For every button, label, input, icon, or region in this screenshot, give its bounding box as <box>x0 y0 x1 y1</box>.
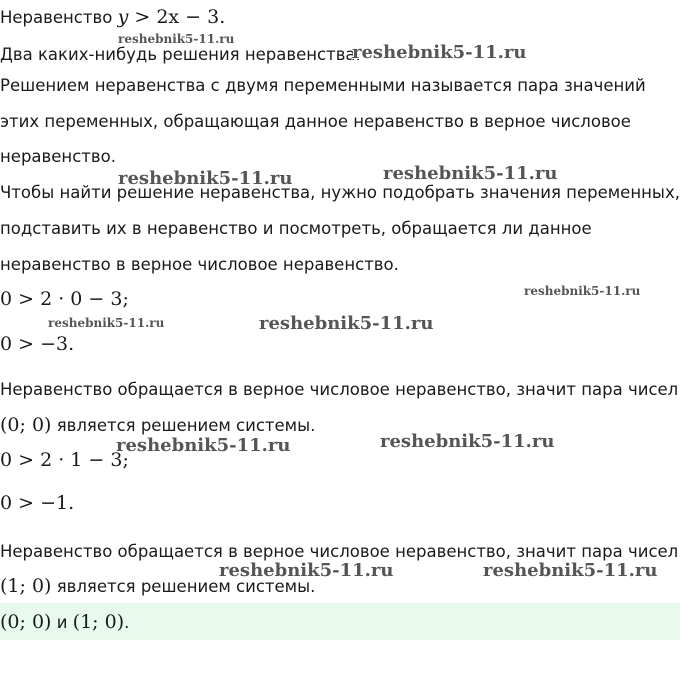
definition-line-3: неравенство. <box>0 147 116 166</box>
method-line-2: подставить их в неравенство и посмотреть, обращается ли данное <box>0 219 592 238</box>
watermark: reshebnik5-11.ru <box>116 435 291 456</box>
problem-statement <box>0 6 225 29</box>
definition-line-2: этих переменных, обращающая данное неравенство в верное числовое <box>0 112 631 131</box>
pair-0-0: (0; 0) <box>0 414 52 436</box>
math-result-1: 0 > −3. <box>0 333 75 355</box>
math-check-1: 0 > 2 · 0 − 3; <box>0 288 129 310</box>
definition-line-1: Решением неравенства с двумя переменными называется пара значений <box>0 76 646 95</box>
answer-pair-2: (1; 0) <box>72 611 125 633</box>
watermark: reshebnik5-11.ru <box>259 313 434 334</box>
math-result-2: 0 > −1. <box>0 492 75 514</box>
method-line-1: Чтобы найти решение неравенства, нужно подобрать значения переменных, <box>0 183 680 202</box>
pair-1-0: (1; 0) <box>0 575 52 597</box>
statement-formula: y > 2x − 3. <box>117 6 226 28</box>
conclusion-1-text: является решением системы. <box>51 416 316 435</box>
watermark: reshebnik5-11.ru <box>48 316 165 330</box>
method-line-3: неравенство в верное числовое неравенство. <box>0 255 399 274</box>
conclusion-1-line-1: Неравенство обращается в верное числовое неравенство, значит пара чисел <box>0 380 679 399</box>
conclusion-2-line-1: Неравенство обращается в верное числовое неравенство, значит пара чисел <box>0 542 679 561</box>
conclusion-1-line-2 <box>0 414 315 437</box>
answer-pair-1: (0; 0) <box>0 611 52 633</box>
conclusion-2-text: является решением системы. <box>51 577 316 596</box>
watermark: reshebnik5-11.ru <box>219 560 394 581</box>
watermark: reshebnik5-11.ru <box>380 431 555 452</box>
answer-line <box>0 611 129 634</box>
task-line: Два каких-нибудь решения неравенства. <box>0 45 361 64</box>
watermark: reshebnik5-11.ru <box>118 168 293 189</box>
watermark: reshebnik5-11.ru <box>352 42 527 63</box>
watermark: reshebnik5-11.ru <box>118 32 235 46</box>
watermark: reshebnik5-11.ru <box>383 163 558 184</box>
watermark: reshebnik5-11.ru <box>524 284 641 298</box>
math-check-2: 0 > 2 · 1 − 3; <box>0 449 129 471</box>
watermark: reshebnik5-11.ru <box>483 560 658 581</box>
answer-period: . <box>124 613 130 632</box>
answer-and: и <box>51 613 73 632</box>
statement-prefix: Неравенство <box>0 8 113 27</box>
